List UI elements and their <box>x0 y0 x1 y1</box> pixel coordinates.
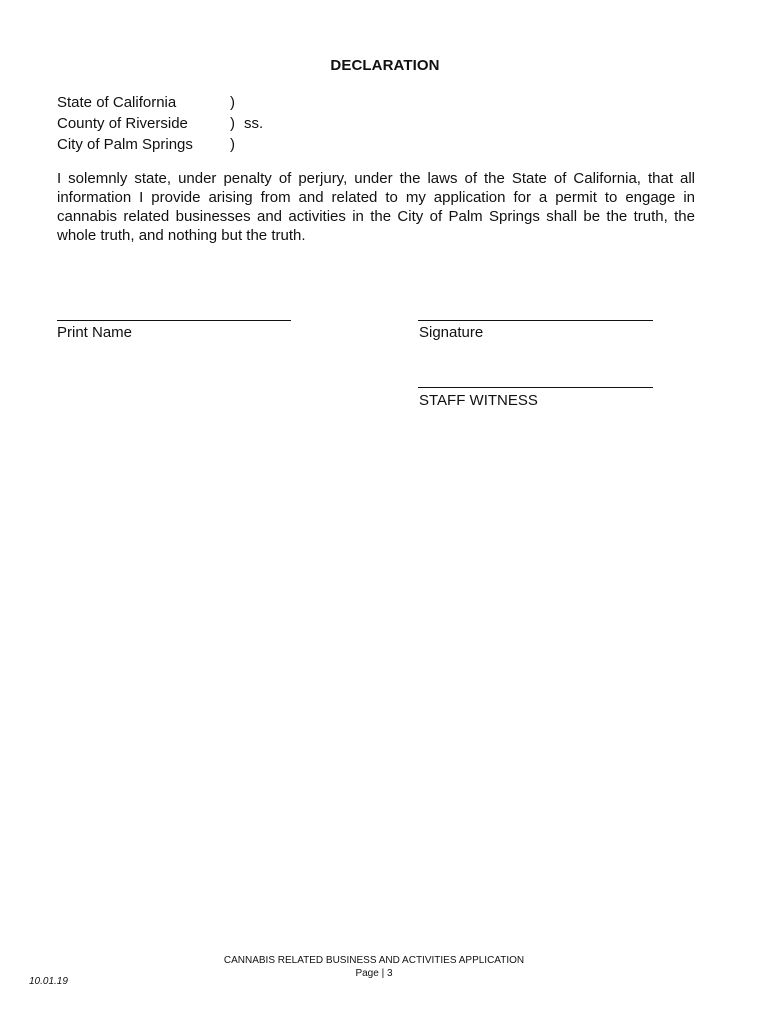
staff-witness-line[interactable] <box>418 387 653 388</box>
declaration-statement: I solemnly state, under penalty of perjury, under the laws of the State of California, that all information I provide arising from and related to my application for a permit to engage in cannabis related businesses and activities in the City of Palm Springs shall be the truth, the whole truth, and nothing but the truth. <box>57 170 695 244</box>
signature-line[interactable] <box>418 320 653 321</box>
venue-city-paren: ) <box>230 136 235 153</box>
print-name-label: Print Name <box>57 324 133 341</box>
footer-revision-date: 10.01.19 <box>29 976 68 987</box>
venue-county-label: County of Riverside <box>57 115 188 132</box>
venue-state-paren: ) <box>230 94 235 111</box>
venue-row-county <box>57 113 263 134</box>
staff-witness-label: STAFF WITNESS <box>419 392 538 409</box>
print-name-line[interactable] <box>57 320 291 321</box>
venue-state-label: State of California <box>57 94 177 111</box>
venue-block <box>57 92 263 155</box>
document-title: DECLARATION <box>330 57 440 74</box>
signature-label: Signature <box>419 324 484 341</box>
venue-county-paren: ) <box>230 115 235 132</box>
venue-county-suffix: ss. <box>244 115 264 132</box>
venue-row-state <box>57 92 263 113</box>
venue-row-city <box>57 134 263 155</box>
footer-page-number: Page | 3 <box>355 968 393 979</box>
venue-city-label: City of Palm Springs <box>57 136 193 153</box>
footer-application-title: CANNABIS RELATED BUSINESS AND ACTIVITIES APPLICATION <box>223 955 525 966</box>
